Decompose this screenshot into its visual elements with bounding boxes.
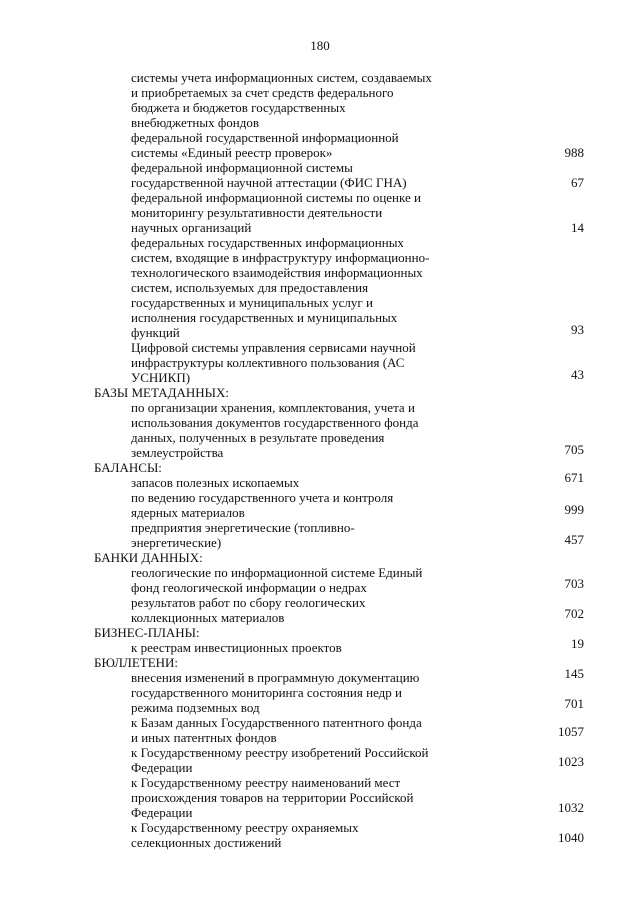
page-ref: 14 (571, 220, 584, 235)
index-line: ядерных материалов (131, 505, 245, 520)
index-line: государственных и муниципальных услуг и (131, 295, 373, 310)
page-ref: 1057 (558, 724, 584, 739)
index-line: государственной научной аттестации (ФИС ГНА) (131, 175, 407, 190)
index-line: происхождения товаров на территории Российской (131, 790, 414, 805)
index-line: исполнения государственных и муниципальных (131, 310, 398, 325)
section-heading: БАЛАНСЫ: (94, 460, 162, 475)
index-line: Федерации (131, 805, 193, 820)
index-line: геологические по информационной системе Единый (131, 565, 423, 580)
index-line: запасов полезных ископаемых (131, 475, 300, 490)
index-line: к Базам данных Государственного патентного фонда (131, 715, 422, 730)
section-heading: БИЗНЕС-ПЛАНЫ: (94, 625, 200, 640)
index-line: федеральной информационной системы (131, 160, 353, 175)
page-ref: 43 (571, 367, 584, 382)
page-ref: 1032 (558, 800, 584, 815)
index-line: энергетические) (131, 535, 222, 550)
page-ref: 702 (564, 606, 584, 621)
page-ref: 19 (571, 636, 584, 651)
index-line: систем, входящие в инфраструктуру информационно- (131, 250, 430, 265)
page-ref: 93 (571, 322, 584, 337)
index-line: систем, используемых для предоставления (131, 280, 369, 295)
index-line: селекционных достижений (131, 835, 282, 850)
index-line: федеральной информационной системы по оценке и (131, 190, 421, 205)
index-line: Цифровой системы управления сервисами научной (131, 340, 416, 355)
page-number: 180 (310, 38, 330, 53)
page-ref: 1023 (558, 754, 584, 769)
page-ref: 701 (564, 696, 584, 711)
page-ref: 671 (564, 470, 584, 485)
index-line: внебюджетных фондов (131, 115, 259, 130)
index-line: по организации хранения, комплектования, учета и (131, 400, 415, 415)
index-line: фонд геологической информации о недрах (131, 580, 367, 595)
index-line: коллекционных материалов (131, 610, 285, 625)
index-line: к Государственному реестру изобретений Российской (131, 745, 429, 760)
index-line: к Государственному реестру наименований мест (131, 775, 401, 790)
page-ref: 988 (564, 145, 584, 160)
page-ref: 705 (564, 442, 584, 457)
index-line: системы учета информационных систем, создаваемых (131, 70, 432, 85)
page-ref: 703 (564, 576, 584, 591)
index-line: режима подземных вод (131, 700, 260, 715)
index-line: внесения изменений в программную документацию (131, 670, 420, 685)
section-heading: БАНКИ ДАННЫХ: (94, 550, 203, 565)
index-line: и иных патентных фондов (131, 730, 277, 745)
index-line: федеральной государственной информационной (131, 130, 399, 145)
index-line: мониторингу результативности деятельности (131, 205, 383, 220)
page-ref: 67 (571, 175, 584, 190)
index-line: данных, полученных в результате проведения (131, 430, 385, 445)
index-line: использования документов государственного фонда (131, 415, 419, 430)
index-line: к реестрам инвестиционных проектов (131, 640, 342, 655)
index-line: предприятия энергетические (топливно- (131, 520, 355, 535)
index-line: к Государственному реестру охраняемых (131, 820, 359, 835)
index-line: федеральных государственных информационных (131, 235, 404, 250)
page-ref: 1040 (558, 830, 584, 845)
index-line: и приобретаемых за счет средств федерального (131, 85, 394, 100)
index-line: результатов работ по сбору геологических (131, 595, 366, 610)
section-heading: БЮЛЛЕТЕНИ: (94, 655, 179, 670)
page-ref: 457 (564, 532, 584, 547)
page-ref: 999 (564, 502, 584, 517)
index-line: технологического взаимодействия информационных (131, 265, 423, 280)
index-line: государственного мониторинга состояния недр и (131, 685, 402, 700)
index-line: системы «Единый реестр проверок» (131, 145, 333, 160)
index-line: функций (131, 325, 180, 340)
index-line: Федерации (131, 760, 193, 775)
index-line: по ведению государственного учета и контроля (131, 490, 394, 505)
index-line: инфраструктуры коллективного пользования (АС (131, 355, 405, 370)
page-ref: 145 (564, 666, 584, 681)
index-line: УСНИКП) (131, 370, 191, 385)
index-line: землеустройства (131, 445, 224, 460)
section-heading: БАЗЫ МЕТАДАННЫХ: (94, 385, 230, 400)
index-line: научных организаций (131, 220, 252, 235)
index-line: бюджета и бюджетов государственных (131, 100, 346, 115)
